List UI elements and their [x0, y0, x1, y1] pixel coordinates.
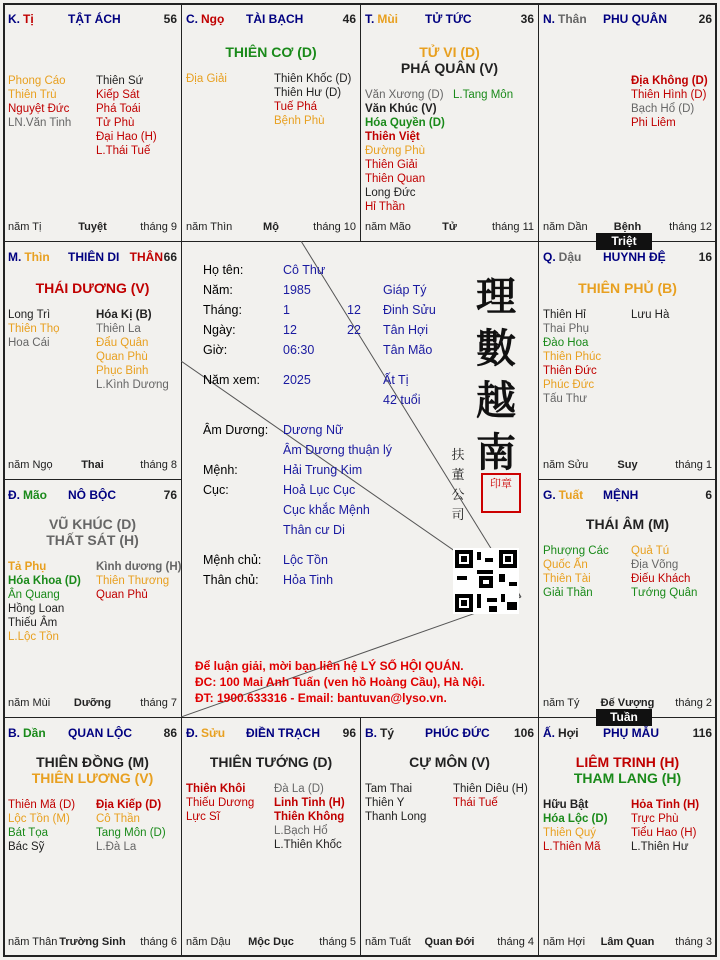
palace-year: năm Mão: [365, 221, 411, 233]
star: Thiên Không: [274, 811, 345, 823]
year-value: 1985: [283, 283, 311, 297]
star: Thiên Quan: [365, 173, 426, 185]
palace-footer: [8, 221, 177, 235]
palace-branch: Đ. Sửu: [186, 726, 226, 740]
palace-header: [543, 12, 712, 28]
left-stars: [186, 72, 227, 86]
star: L.Lộc Tồn: [8, 631, 59, 643]
main-star: THIÊN TƯỚNG (D): [209, 754, 333, 770]
star: Trực Phù: [631, 813, 679, 825]
star: Văn Khúc (V): [365, 103, 437, 115]
star: L.Thiên Mã: [543, 841, 601, 853]
star: Văn Xương (D): [365, 89, 444, 101]
thanchu-label: Thân chủ:: [203, 573, 259, 587]
menhchu-label: Mệnh chủ:: [203, 553, 262, 567]
main-star: LIÊM TRINH (H): [575, 754, 680, 770]
palace-year: năm Tý: [543, 697, 580, 709]
palace-age: 16: [698, 250, 712, 264]
palace-branch: B. Tý: [365, 726, 395, 740]
viewyear-label: Năm xem:: [203, 373, 260, 387]
contact-address: ĐC: 100 Mai Anh Tuấn (ven hồ Hoàng Cầu), Hà Nội.: [195, 675, 486, 689]
star: Thiên Phúc: [543, 351, 602, 363]
star: Đẩu Quân: [96, 337, 149, 349]
star: L.Thiên Khốc: [274, 839, 342, 851]
palace-footer: [8, 936, 177, 950]
right-stars: [631, 74, 708, 130]
star: Thiên La: [96, 323, 141, 335]
left-stars: [186, 782, 254, 824]
star: Thiếu Dương: [186, 797, 255, 809]
star: Tam Thai: [365, 783, 413, 795]
palace-tuat: [538, 479, 717, 718]
palace-branch: B. Dần: [8, 726, 46, 740]
palace-footer: [186, 936, 356, 950]
palace-name: PHỤ MẪU: [603, 726, 659, 740]
main-star: THIÊN CƠ (D): [225, 44, 317, 60]
star: Giải Thần: [543, 587, 593, 599]
palace-name: PHU QUÂN: [603, 12, 668, 26]
cuc-value: Hoả Lục Cục: [283, 483, 356, 497]
star: Thiên Giải: [365, 159, 418, 171]
than-cu: Thân cư Di: [283, 523, 345, 537]
palace-footer: [365, 221, 534, 235]
star: Bệnh Phù: [274, 115, 325, 127]
right-stars: [274, 782, 345, 852]
day-lunar: 22: [347, 323, 361, 337]
palace-month: tháng 2: [675, 697, 712, 709]
palace-header: [365, 726, 534, 742]
palace-header: [186, 12, 356, 28]
palace-age: 76: [163, 488, 177, 502]
palace-mao: [3, 479, 182, 718]
palace-month: tháng 7: [140, 697, 177, 709]
palace-month: tháng 5: [319, 936, 356, 948]
star: Bát Tọa: [8, 827, 49, 839]
main-star: THIÊN PHỦ (B): [578, 280, 677, 296]
star: Thiên Y: [365, 797, 405, 809]
star: Linh Tinh (H): [274, 797, 345, 809]
palace-name: THIÊN DI: [68, 250, 120, 264]
palace-header: [8, 250, 177, 266]
star: Thiên Tài: [543, 573, 591, 585]
star: Đào Hoa: [543, 337, 589, 349]
main-star: THIÊN ĐỒNG (M): [36, 754, 149, 770]
triet-badge: Triệt: [596, 233, 652, 250]
palace-age: 66: [163, 250, 177, 264]
star: Lộc Tồn (M): [8, 813, 70, 825]
left-stars: [8, 74, 71, 130]
star: Quan Phù: [96, 351, 148, 363]
palace-age: 26: [698, 12, 712, 26]
palace-stage: Mộc Dục: [248, 936, 294, 948]
contact-phone-email[interactable]: ĐT: 1900.633316 - Email: bantuvan@lyso.vn.: [195, 691, 447, 705]
star: Nguyệt Đức: [8, 103, 70, 115]
palace-hoi: [538, 717, 717, 957]
star: Ân Quang: [8, 589, 60, 601]
star: Thiên Khốc (D): [274, 73, 352, 85]
star: Thiên Thương: [96, 575, 170, 587]
year-can: Giáp Tý: [383, 283, 427, 297]
right-stars: [96, 560, 181, 602]
month-label: Tháng:: [203, 303, 242, 317]
palace-header: [186, 726, 356, 742]
palace-branch: Ấ. Hợi: [543, 726, 579, 740]
star: Bác Sỹ: [8, 841, 45, 853]
main-star: TỬ VI (D): [419, 44, 480, 60]
palace-name: PHÚC ĐỨC: [425, 726, 490, 740]
thanchu-value: Hỏa Tinh: [283, 573, 334, 587]
star: Địa Kiếp (D): [96, 799, 162, 811]
palace-month: tháng 10: [313, 221, 356, 233]
star: Tuế Phá: [274, 101, 318, 113]
star: Cô Thần: [96, 813, 140, 825]
right-stars: [96, 308, 169, 392]
palace-than: [538, 3, 717, 242]
palace-age: 36: [520, 12, 534, 26]
star: Hỉ Thần: [365, 201, 406, 213]
star: Thiếu Âm: [8, 617, 58, 629]
palace-stage: Tử: [442, 221, 457, 233]
palace-footer: [8, 697, 177, 711]
palace-month: tháng 8: [140, 459, 177, 471]
star: L.Kình Dương: [96, 379, 169, 391]
palace-header: [543, 726, 712, 742]
palace-header: [8, 726, 177, 742]
star: Hóa Quyền (D): [365, 117, 445, 129]
palace-month: tháng 3: [675, 936, 712, 948]
star: Thanh Long: [365, 811, 427, 823]
palace-stage: Mộ: [263, 221, 279, 233]
star: Địa Giải: [186, 73, 227, 85]
star: Thiên Khôi: [186, 783, 246, 795]
qr-code[interactable]: [453, 548, 519, 614]
star: Phi Liêm: [631, 117, 676, 129]
palace-name: TÀI BẠCH: [246, 12, 304, 26]
palace-branch: M. Thìn: [8, 250, 50, 264]
month-lunar: 12: [347, 303, 361, 317]
left-stars: [543, 308, 601, 406]
palace-month: tháng 6: [140, 936, 177, 948]
star: Thiên Diêu (H): [453, 783, 528, 795]
star: Hóa Kị (B): [96, 309, 152, 321]
cuc-label: Cục:: [203, 483, 229, 497]
star: Tiểu Hao (H): [631, 827, 697, 839]
star: Phong Cáo: [8, 75, 66, 87]
palace-branch: T. Mùi: [365, 12, 399, 26]
star: Hữu Bật: [543, 799, 589, 811]
palace-header: [8, 488, 177, 504]
month-solar: 1: [283, 303, 290, 317]
star: Tử Phù: [96, 117, 135, 129]
palace-month: tháng 9: [140, 221, 177, 233]
star: L.Thiên Hư: [631, 841, 689, 853]
palace-age: 46: [342, 12, 356, 26]
palace-year: năm Mùi: [8, 697, 51, 709]
star: Đà La (D): [274, 783, 324, 795]
palace-header: [543, 250, 712, 266]
star: Lưu Hà: [631, 309, 670, 321]
palace-year: năm Tị: [8, 221, 42, 233]
palace-footer: [365, 936, 534, 950]
palace-age: 96: [342, 726, 356, 740]
amduong-value: Dương Nữ: [283, 423, 344, 437]
star: Thiên Hình (D): [631, 89, 707, 101]
palace-stage: Tuyệt: [78, 221, 107, 233]
right-stars: [631, 798, 699, 854]
star: Thiên Trù: [8, 89, 57, 101]
left-stars: [543, 544, 609, 600]
main-star: THÁI DƯƠNG (V): [35, 280, 150, 296]
palace-name: TỬ TỨC: [425, 12, 472, 26]
palace-branch: Q. Dậu: [543, 250, 582, 264]
palace-year: năm Dần: [543, 221, 588, 233]
star: Bạch Hổ (D): [631, 103, 695, 115]
palace-month: tháng 11: [491, 221, 534, 233]
main-star: THIÊN LƯƠNG (V): [31, 770, 154, 786]
star: Thiên Sứ: [96, 75, 144, 87]
star: Hồng Loan: [8, 603, 65, 615]
cuc-note: Cục khắc Mệnh: [283, 503, 370, 517]
star: Đại Hao (H): [96, 131, 157, 143]
star: Hóa Khoa (D): [8, 575, 81, 587]
palace-stage: Bệnh: [613, 221, 642, 233]
year-label: Năm:: [203, 283, 233, 297]
left-stars: [8, 560, 81, 644]
palace-branch: Đ. Mão: [8, 488, 47, 502]
star: Phúc Đức: [543, 379, 595, 391]
right-stars: [96, 74, 157, 158]
star: Đường Phù: [365, 145, 425, 157]
palace-stage: Quan Đới: [424, 936, 475, 948]
star: Điếu Khách: [631, 573, 691, 585]
right-stars: [453, 782, 528, 810]
palace-suu: [181, 717, 361, 957]
star: Hoa Cái: [8, 337, 50, 349]
palace-footer: [543, 936, 712, 950]
star: Thai Phụ: [543, 323, 590, 335]
menh-label: Mệnh:: [203, 463, 238, 477]
palace-year: năm Hợi: [543, 936, 586, 948]
amduong-note: Âm Dương thuận lý: [283, 443, 392, 457]
star: Lực Sĩ: [186, 811, 220, 823]
star: Phượng Các: [543, 545, 609, 557]
palace-stage: Thai: [81, 459, 104, 471]
right-stars: [631, 544, 697, 600]
calligraphy-logo: 理 數 越 南: [476, 273, 516, 476]
palace-ty: [360, 717, 539, 957]
star: Kình dương (H): [96, 561, 182, 573]
palace-name: MỆNH: [603, 488, 639, 502]
star: L.Bạch Hổ: [274, 825, 328, 837]
palace-age: 106: [513, 726, 534, 740]
palace-branch: C. Ngọ: [186, 12, 225, 26]
star: Thiên Quý: [543, 827, 597, 839]
star: Thiên Việt: [365, 131, 420, 143]
palace-dau: [538, 241, 717, 480]
star: Thiên Mã (D): [8, 799, 76, 811]
star: L.Thái Tuế: [96, 145, 151, 157]
star: Thiên Đức: [543, 365, 597, 377]
star: Tấu Thư: [543, 393, 587, 405]
red-seal-stamp: 印章: [481, 473, 521, 513]
center-panel: [181, 241, 539, 717]
palace-footer: [8, 459, 177, 473]
star: Phá Toái: [96, 103, 141, 115]
palace-stage: Trường Sinh: [59, 936, 126, 948]
palace-header: [365, 12, 534, 28]
left-stars: [8, 798, 75, 854]
star: Tả Phụ: [8, 561, 47, 573]
palace-name: TẬT ÁCH: [68, 12, 121, 26]
menhchu-value: Lộc Tồn: [283, 553, 328, 567]
palace-year: năm Thân: [8, 936, 58, 948]
main-star: PHÁ QUÂN (V): [400, 60, 499, 76]
age-value: 42 tuổi: [383, 393, 421, 407]
right-stars: [453, 88, 513, 102]
palace-dan: [3, 717, 182, 957]
palace-month: tháng 12: [669, 221, 712, 233]
star: L.Tang Môn: [453, 89, 514, 101]
viewyear-value: 2025: [283, 373, 311, 387]
hour-value: 06:30: [283, 343, 315, 357]
palace-month: tháng 4: [497, 936, 534, 948]
palace-stage: Dưỡng: [73, 697, 112, 709]
palace-footer: [186, 221, 356, 235]
star: Hóa Lộc (D): [543, 813, 608, 825]
palace-mui: [360, 3, 539, 242]
palace-month: tháng 1: [675, 459, 712, 471]
star: Kiếp Sát: [96, 89, 140, 101]
palace-age: 86: [163, 726, 177, 740]
palace-thin: [3, 241, 182, 480]
palace-name: ĐIỀN TRẠCH: [246, 726, 320, 740]
star: LN.Văn Tinh: [8, 117, 72, 129]
hour-can: Tân Mão: [383, 343, 433, 357]
right-stars: [96, 798, 166, 854]
palace-stage: Lâm Quan: [600, 936, 655, 948]
main-star: THAM LANG (H): [573, 770, 682, 786]
star: Địa Không (D): [631, 75, 708, 87]
palace-stage: Suy: [617, 459, 638, 471]
star: Tang Môn (D): [96, 827, 166, 839]
star: Long Trì: [8, 309, 51, 321]
star: Quả Tú: [631, 545, 670, 557]
star: Quốc Ấn: [543, 559, 588, 571]
palace-age: 116: [692, 726, 712, 740]
palace-age: 56: [163, 12, 177, 26]
palace-stage: Đế Vượng: [600, 697, 655, 709]
palace-name: QUAN LỘC: [68, 726, 132, 740]
day-label: Ngày:: [203, 323, 236, 337]
amduong-label: Âm Dương:: [203, 423, 269, 437]
star: Tướng Quân: [631, 587, 698, 599]
star: Thiên Hư (D): [274, 87, 342, 99]
tuan-badge: Tuần: [596, 709, 652, 726]
palace-year: năm Ngọ: [8, 459, 53, 471]
star: Thiên Hỉ: [543, 309, 586, 321]
palace-ngo: [181, 3, 361, 242]
name-label: Họ tên:: [203, 263, 244, 277]
star: Long Đức: [365, 187, 416, 199]
palace-ti: [3, 3, 182, 242]
viewyear-can: Ất Tị: [383, 373, 409, 387]
star: Quan Phủ: [96, 589, 148, 601]
palace-name: NÔ BỘC: [68, 488, 116, 502]
name-value: Cô Thư: [283, 263, 326, 277]
star: Thái Tuế: [453, 797, 498, 809]
main-star: CỰ MÔN (V): [409, 754, 490, 770]
palace-name: HUYNH ĐỆ: [603, 250, 666, 264]
star: L.Đà La: [96, 841, 137, 853]
palace-branch: N. Thân: [543, 12, 587, 26]
star: Địa Võng: [631, 559, 679, 571]
day-can: Tân Hợi: [383, 323, 429, 337]
left-stars: [365, 782, 426, 824]
left-stars: [8, 308, 60, 350]
than-marker: THÂN: [129, 250, 163, 264]
star: Thiên Thọ: [8, 323, 60, 335]
palace-branch: G. Tuất: [543, 488, 584, 502]
palace-age: 6: [705, 488, 712, 502]
hour-label: Giờ:: [203, 343, 228, 357]
main-star: THẤT SÁT (H): [46, 532, 139, 548]
palace-footer: [543, 459, 712, 473]
left-stars: [543, 798, 608, 854]
palace-header: [8, 12, 177, 28]
menh-value: Hải Trung Kim: [283, 463, 363, 477]
day-solar: 12: [283, 323, 297, 337]
palace-year: năm Thìn: [186, 221, 233, 233]
contact-line-1: Để luận giải, mời bạn liên hệ LÝ SỐ HỘI QUÁN.: [195, 659, 464, 673]
palace-year: năm Tuất: [365, 936, 411, 948]
main-star: VŨ KHÚC (D): [48, 516, 137, 532]
star: Hỏa Tinh (H): [631, 799, 700, 811]
right-stars: [274, 72, 351, 128]
left-stars: [365, 88, 445, 214]
palace-header: [543, 488, 712, 504]
star: Phục Binh: [96, 365, 149, 377]
right-stars: [631, 308, 669, 322]
palace-year: năm Sửu: [543, 459, 589, 471]
palace-year: năm Dậu: [186, 936, 231, 948]
month-can: Đinh Sửu: [383, 303, 436, 317]
palace-branch: K. Tị: [8, 12, 34, 26]
main-star: THÁI ÂM (M): [585, 516, 670, 532]
calligraphy-signature: 扶 董 公 司: [451, 448, 465, 523]
